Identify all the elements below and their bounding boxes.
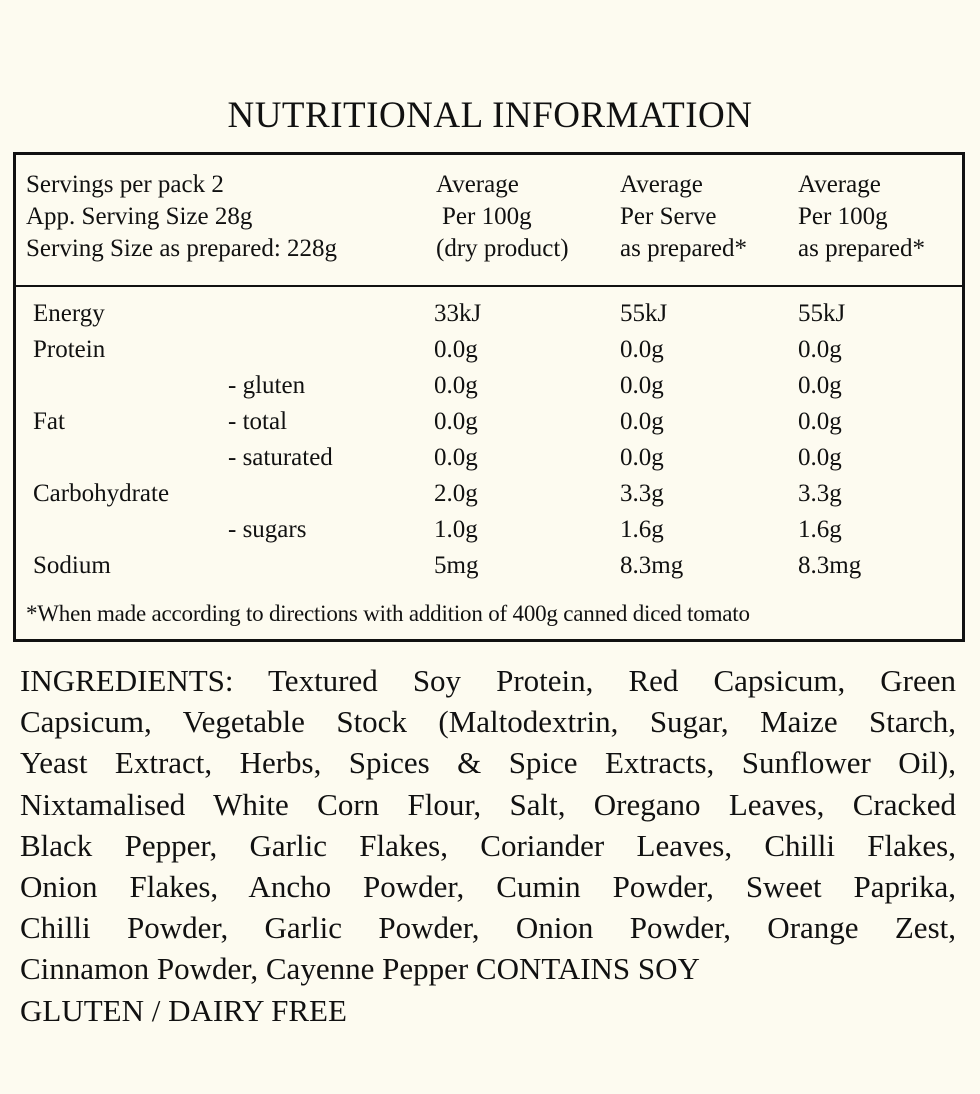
table-row (16, 440, 962, 476)
value-dry-per-100g: 5mg (434, 552, 479, 579)
value-per-serve: 0.0g (620, 444, 664, 471)
serving-size-prepared: Serving Size as prepared: 228g (26, 235, 338, 262)
value-prepared-per-100g: 1.6g (798, 516, 842, 543)
table-row (16, 296, 962, 332)
ingredients-line: Onion Flakes, Ancho Powder, Cumin Powder, Sweet Paprika, (20, 868, 956, 904)
value-per-serve: 55kJ (620, 300, 668, 327)
ingredients-line: Black Pepper, Garlic Flakes, Coriander Leaves, Chilli Flakes, (20, 827, 956, 863)
table-row (16, 548, 962, 584)
value-per-serve: 8.3mg (620, 552, 684, 579)
table-row (16, 476, 962, 512)
value-prepared-per-100g: 8.3mg (798, 552, 862, 579)
table-row (16, 332, 962, 368)
column-header-per-serve: Average Per Serve as prepared* (620, 171, 748, 262)
value-prepared-per-100g: 0.0g (798, 444, 842, 471)
table-row (16, 512, 962, 548)
value-prepared-per-100g: 55kJ (798, 300, 846, 327)
servings-per-pack: Servings per pack 2 (26, 171, 224, 198)
free-from-statement: GLUTEN / DAIRY FREE (20, 993, 347, 1028)
nutrient-name: Protein (33, 336, 106, 363)
value-prepared-per-100g: 3.3g (798, 480, 842, 507)
nutrition-panel (13, 152, 965, 642)
value-per-serve: 0.0g (620, 336, 664, 363)
value-per-serve: 0.0g (620, 408, 664, 435)
value-dry-per-100g: 0.0g (434, 408, 478, 435)
value-per-serve: 0.0g (620, 372, 664, 399)
table-row (16, 404, 962, 440)
value-dry-per-100g: 0.0g (434, 444, 478, 471)
serving-size: App. Serving Size 28g (26, 203, 253, 230)
column-header-dry-per-100g: Average Per 100g (dry product) (436, 171, 569, 262)
value-dry-per-100g: 1.0g (434, 516, 478, 543)
nutrient-name: Carbohydrate (33, 480, 170, 507)
value-prepared-per-100g: 0.0g (798, 408, 842, 435)
value-prepared-per-100g: 0.0g (798, 336, 842, 363)
page-title: NUTRITIONAL INFORMATION (227, 95, 753, 136)
value-dry-per-100g: 33kJ (434, 300, 482, 327)
nutrient-sub: - sugars (228, 516, 307, 543)
ingredients-line: Cinnamon Powder, Cayenne Pepper CONTAINS SOY (20, 951, 700, 987)
nutrient-sub: - saturated (228, 444, 333, 471)
value-prepared-per-100g: 0.0g (798, 372, 842, 399)
ingredients-line: Yeast Extract, Herbs, Spices & Spice Extracts, Sunflower Oil), (20, 745, 956, 781)
column-header-prepared-per-100g: Average Per 100g as prepared* (798, 171, 926, 262)
value-per-serve: 1.6g (620, 516, 664, 543)
nutrient-name: Fat (33, 408, 65, 435)
value-dry-per-100g: 2.0g (434, 480, 478, 507)
value-per-serve: 3.3g (620, 480, 664, 507)
ingredients-line: Chilli Powder, Garlic Powder, Onion Powder, Orange Zest, (20, 910, 956, 946)
nutrient-sub: - gluten (228, 372, 306, 399)
value-dry-per-100g: 0.0g (434, 336, 478, 363)
nutrient-sub: - total (228, 408, 288, 435)
ingredients-list (20, 660, 956, 990)
ingredients-line: Nixtamalised White Corn Flour, Salt, Oregano Leaves, Cracked (20, 786, 956, 822)
nutrient-name: Energy (33, 300, 105, 327)
ingredients-line: INGREDIENTS: Textured Soy Protein, Red Capsicum, Green (20, 663, 956, 698)
value-dry-per-100g: 0.0g (434, 372, 478, 399)
nutrient-name: Sodium (33, 552, 111, 579)
table-row (16, 368, 962, 404)
serving-info (26, 169, 337, 265)
ingredients-line: Capsicum, Vegetable Stock (Maltodextrin, Sugar, Maize Starch, (20, 704, 956, 740)
header-divider (16, 285, 962, 287)
footnote: *When made according to directions with addition of 400g canned diced tomato (26, 601, 750, 626)
